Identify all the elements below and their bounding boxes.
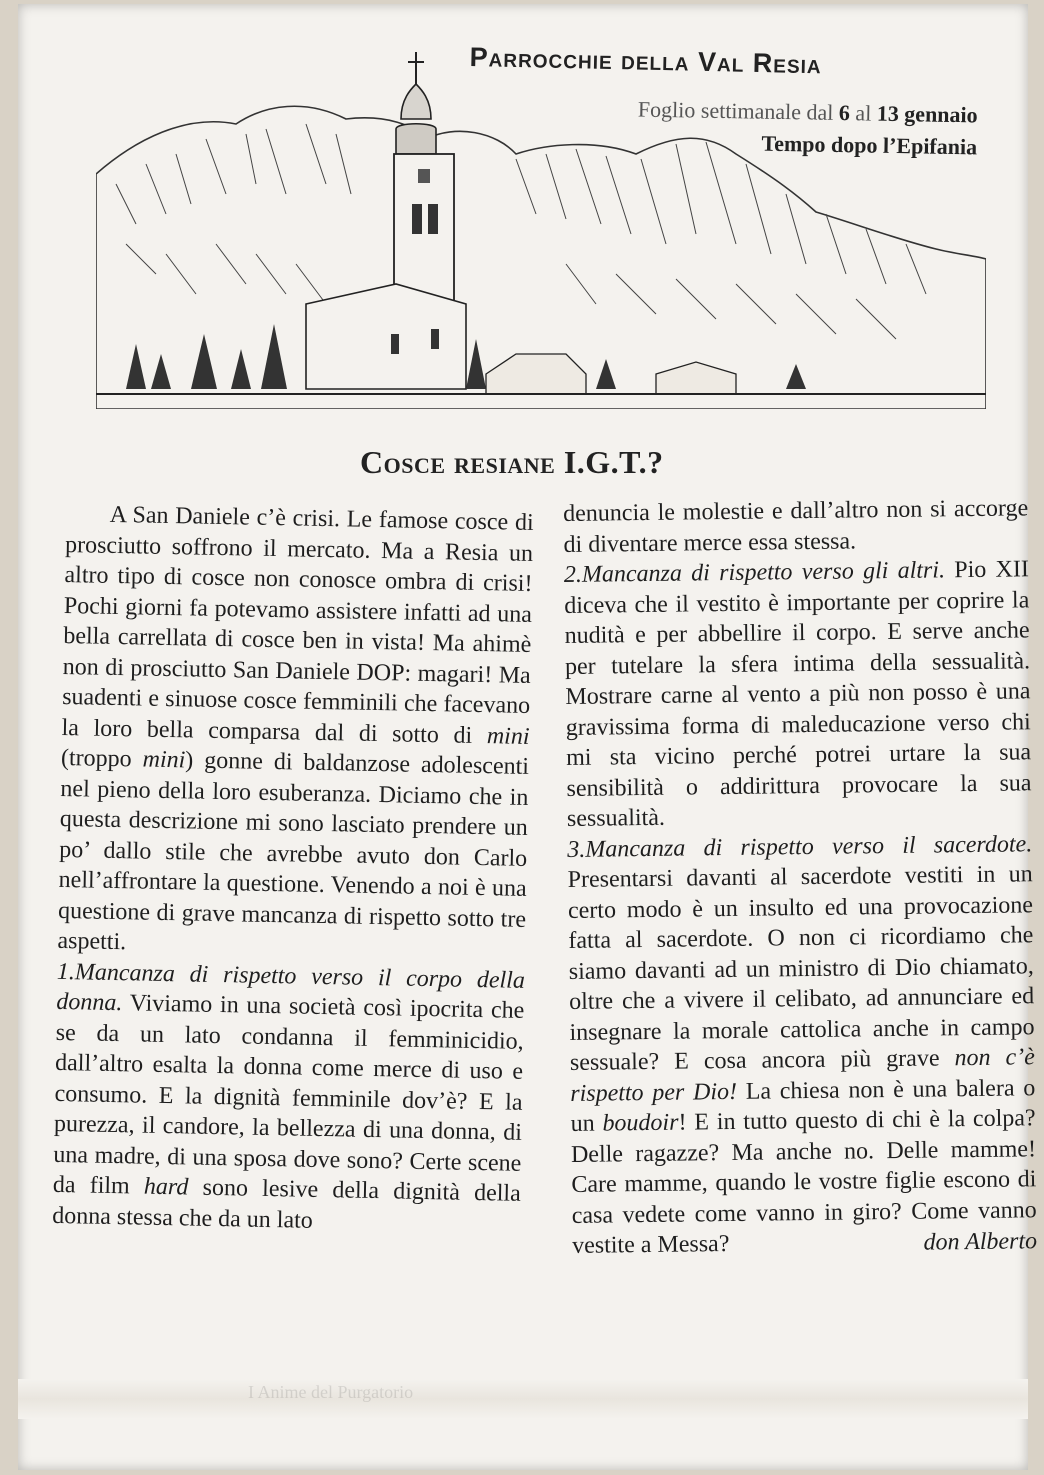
point-2-heading: 2.Mancanza di rispetto verso gli altri.: [563, 557, 946, 588]
point-1-heading: 1.Mancanza di rispetto verso il corpo della donna.: [56, 958, 526, 1017]
article-title: Cosce resiane I.G.T.?: [360, 444, 664, 480]
article-column-left: [52, 499, 534, 1240]
paragraph-point-3: 3.Mancanza di rispetto verso il sacerdote. Presentarsi davanti al sacerdote vestiti in un certo modo è un insulto ed una provocazione fatta al sacerdote. O non ci ricordiamo che siamo davanti ad un ministro di Dio chiamato, oltre che a vivere il celibato, ad annunciare ed insegnare la morale cattolica anche in campo sessuale? E cosa ancora più grave non c’è rispetto per Dio! La chiesa non è una balera o un boudoir! E in tutto questo di chi è la colpa? Delle ragazze? Ma anche no. Delle mamme! Care mamme, quando le vostre figlie escono di casa vedete come vanno in giro? Come vanno vestite a Messa?: [567, 830, 1037, 1259]
paragraph-point-2: 2.Mancanza di rispetto verso gli altri. Pio XII diceva che il vestito è importante per coprire la nudità e per abbellire il corpo. E serve anche per tutelare la sfera intima della sessualità. Mostrare carne al vento a più non posso è una gravissima forma di maleducazione verso chi mi sta vicino perché potrei urtare la sua sensibilità o addirittura provocare la sua sessualità.: [563, 556, 1032, 832]
paragraph-point-1: 1.Mancanza di rispetto verso il corpo della donna. Viviamo in una società così ipocrita che se da un lato condanna il femminicidio, dall’altro esalta la donna come merce di uso e consumo. E la dignità femminile dov’è? E la purezza, il candore, la bellezza di una donna, di una madre, di una sposa dove sono? Certe scene da film hard sono lesive della dignità della donna stessa che da un lato: [51, 958, 526, 1234]
weekly-dates: Foglio settimanale dal 6 al 13 gennaio: [637, 96, 978, 128]
church-landscape-illustration: [96, 44, 986, 409]
bulletin-sheet: [18, 4, 1038, 1470]
article-column-right: [563, 493, 1037, 1262]
parish-title: Parrocchie della Val Resia: [469, 42, 823, 80]
signature: don Alberto: [923, 1227, 1038, 1256]
paragraph-intro: A San Daniele c’è crisi. Le famose cosce di prosciutto soffrono il mercato. Ma a Resia un altro tipo di cosce non conosce ombra di crisi! Pochi giorni fa potevamo assistere infatti ad una bella carrellata di cosce ben in vista! Ma ahimè non di prosciutto San Daniele DOP: magari! Ma suadenti e sinuose cosce femminili che facevano la loro bella comparsa dal di sotto di mini (troppo mini) gonne di baldanzose adolescenti nel pieno della loro esuberanza. Diciamo che in questa descrizione mi sono lasciato prendere un po’ dallo stile che avrebbe avuto don Carlo nell’affrontare la questione. Venendo a noi è una questione di grave mancanza di rispetto sotto tre aspetti.: [57, 501, 534, 956]
paragraph-continued: denuncia le molestie e dall’altro non si accorge di diventare merce essa stessa.: [563, 495, 1029, 558]
paper-fold: [18, 1379, 1028, 1419]
liturgical-season: Tempo dopo l’Epifania: [761, 130, 978, 160]
point-3-heading: 3.Mancanza di rispetto verso il sacerdote.: [567, 830, 1033, 863]
bleed-through-text: I Anime del Purgatorio: [248, 1382, 414, 1402]
